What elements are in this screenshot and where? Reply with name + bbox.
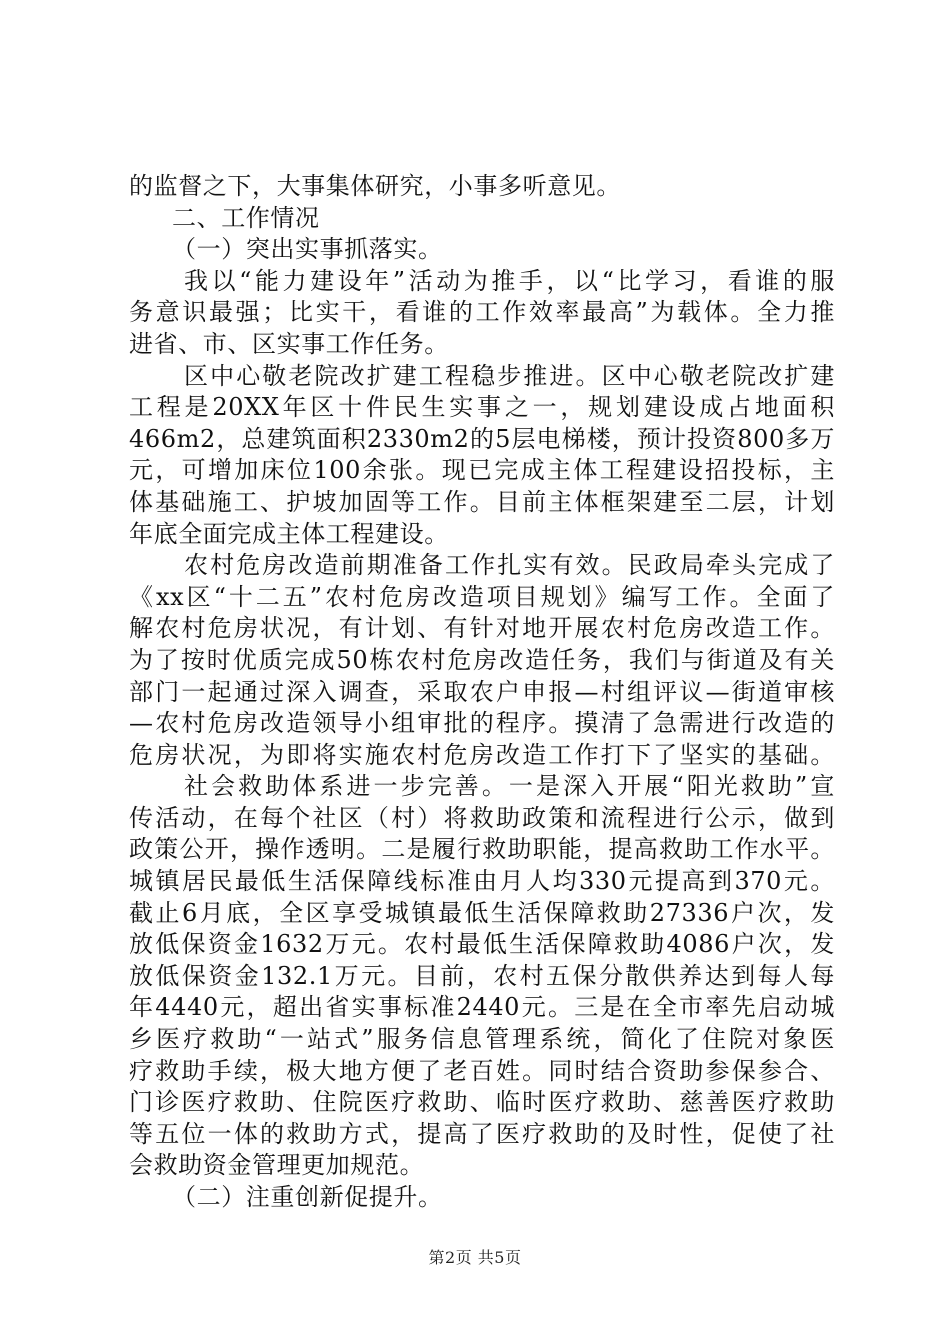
text-line: 工程是20XX年区十件民生实事之一，规划建设成占地面积 <box>129 393 835 422</box>
section-heading: 二、工作情况 <box>172 203 320 232</box>
text-line: 体基础施工、护坡加固等工作。目前主体框架建至二层，计划 <box>129 487 835 516</box>
text-line: 元，可增加床位100余张。现已完成主体工程建设招投标，主 <box>129 456 835 485</box>
text-line: 进省、市、区实事工作任务。 <box>129 329 449 358</box>
text-line: 政策公开，操作透明。二是履行救助职能，提高救助工作水平。 <box>129 835 835 864</box>
text-line: 截止6月底，全区享受城镇最低生活保障救助27336户次，发 <box>129 898 835 927</box>
text-line: 466m2，总建筑面积2330m2的5层电梯楼，预计投资800多万 <box>129 424 835 453</box>
text-line: 等五位一体的救助方式，提高了医疗救助的及时性，促使了社 <box>129 1119 835 1148</box>
text-line: 解农村危房状况，有计划、有针对地开展农村危房改造工作。 <box>129 614 835 643</box>
text-line: —农村危房改造领导小组审批的程序。摸清了急需进行改造的 <box>129 709 835 738</box>
text-line: 我以“能力建设年”活动为推手，以“比学习，看谁的服 <box>184 266 835 295</box>
text-line: 的监督之下，大事集体研究，小事多听意见。 <box>129 172 621 200</box>
text-line: 疗救助手续，极大地方便了老百姓。同时结合资助参保参合、 <box>129 1056 835 1085</box>
text-line: 《xx区“十二五”农村危房改造项目规划》编写工作。全面了 <box>129 582 835 611</box>
text-line: 年底全面完成主体工程建设。 <box>129 519 449 548</box>
text-line: 放低保资金1632万元。农村最低生活保障救助4086户次，发 <box>129 930 835 959</box>
text-line: 区中心敬老院改扩建工程稳步推进。区中心敬老院改扩建 <box>184 361 835 390</box>
page-number: 第2页 共5页 <box>428 1248 522 1267</box>
text-line: 社会救助体系进一步完善。一是深入开展“阳光救助”宣 <box>184 772 835 801</box>
text-line: 危房状况，为即将实施农村危房改造工作打下了坚实的基础。 <box>129 740 835 769</box>
text-line: 年4440元，超出省实事标准2440元。三是在全市率先启动城 <box>129 993 835 1022</box>
text-line: 乡医疗救助“一站式”服务信息管理系统，简化了住院对象医 <box>129 1025 835 1054</box>
subsection-heading: （二）注重创新促提升。 <box>172 1183 443 1211</box>
text-line: 放低保资金132.1万元。目前，农村五保分散供养达到每人每 <box>129 961 835 990</box>
text-line: 会救助资金管理更加规范。 <box>129 1151 425 1180</box>
text-line: 务意识最强；比实干，看谁的工作效率最高”为载体。全力推 <box>129 298 835 327</box>
subsection-heading: （一）突出实事抓落实。 <box>172 235 443 264</box>
text-line: 为了按时优质完成50栋农村危房改造任务，我们与街道及有关 <box>129 645 835 674</box>
text-line: 城镇居民最低生活保障线标准由月人均330元提高到370元。 <box>129 867 835 896</box>
text-line: 传活动，在每个社区（村）将救助政策和流程进行公示，做到 <box>129 803 835 832</box>
text-line: 门诊医疗救助、住院医疗救助、临时医疗救助、慈善医疗救助 <box>129 1088 835 1117</box>
text-line: 农村危房改造前期准备工作扎实有效。民政局牵头完成了 <box>184 551 835 580</box>
text-line: 部门一起通过深入调查，采取农户申报—村组评议—街道审核 <box>129 677 835 706</box>
document-body <box>129 171 835 1214</box>
